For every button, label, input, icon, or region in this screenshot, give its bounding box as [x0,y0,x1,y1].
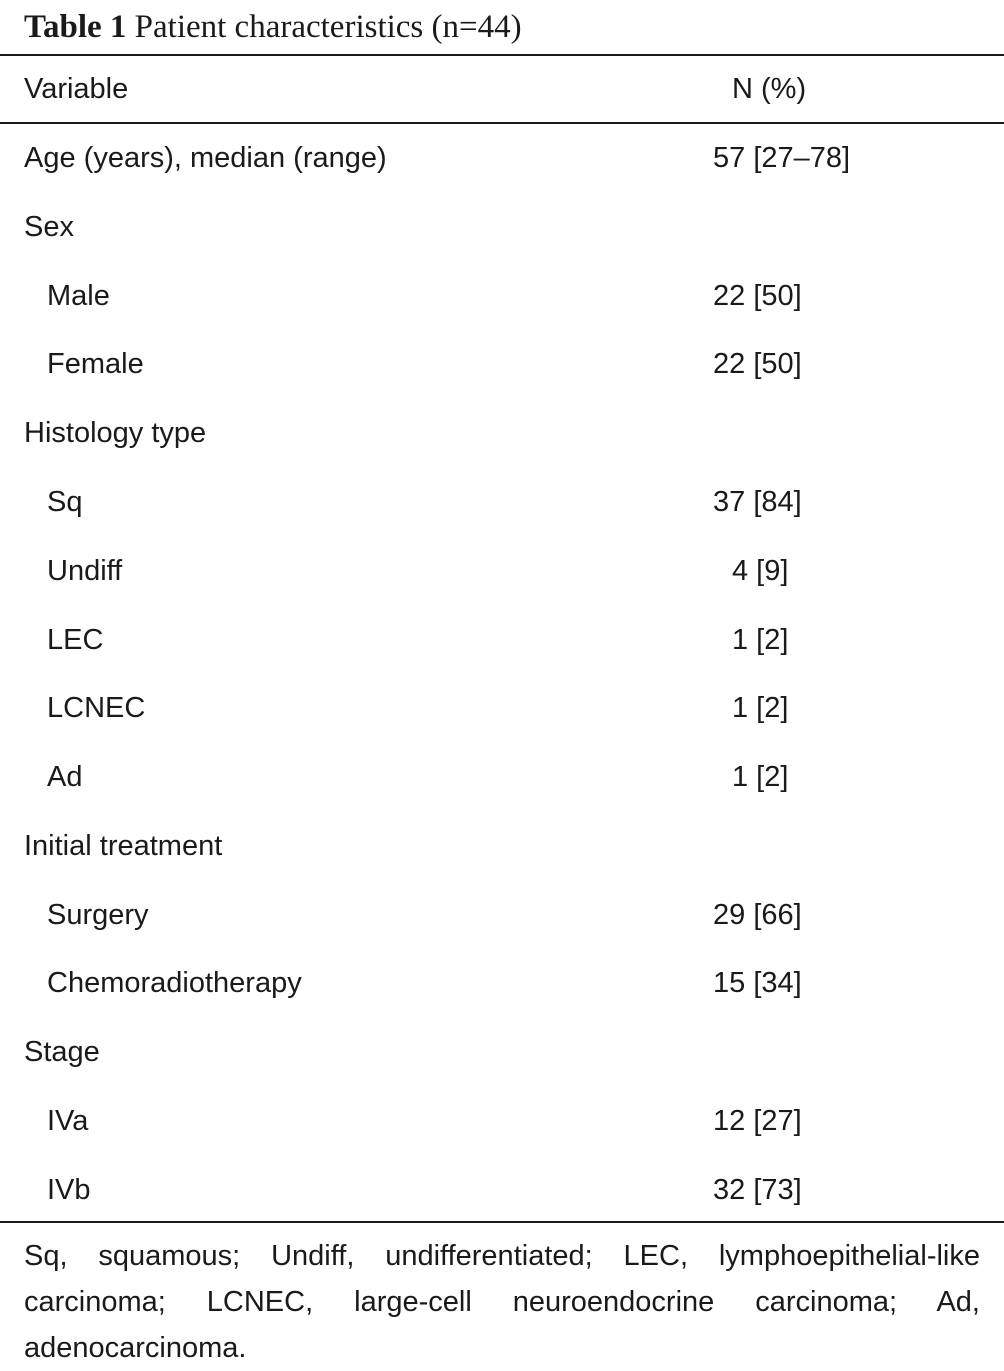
row-label-surgery: Surgery [47,899,149,931]
header-variable: Variable [24,73,129,105]
row-label-male: Male [47,280,110,312]
row-label-ad: Ad [47,761,83,793]
row-label-female: Female [47,348,144,380]
row-label-histology: Histology type [24,417,207,449]
table-footnote: Sq, squamous; Undiff, undifferentiated; LEC, lymphoepithelial-like carcinoma; LCNEC, large-cell neuroendocrine carcinoma; Ad, adenocarcinoma. [24,1240,980,1364]
row-label-initial-treatment: Initial treatment [24,830,223,862]
row-label-lcnec: LCNEC [47,692,146,724]
row-value-age: 57 [27–78] [713,142,851,174]
table-number: Table 1 [24,9,127,45]
row-label-undiff: Undiff [47,555,123,587]
row-label-sq: Sq [47,486,83,518]
row-label-lec: LEC [47,624,104,656]
row-label-sex: Sex [24,211,74,243]
row-value-male: 22 [50] [713,280,802,312]
row-value-ivb: 32 [73] [713,1174,802,1206]
row-label-stage: Stage [24,1036,100,1068]
row-value-ad: 1 [2] [732,761,789,793]
row-value-undiff: 4 [9] [732,555,789,587]
row-value-iva: 12 [27] [713,1105,802,1137]
row-value-lec: 1 [2] [732,624,789,656]
header-n-percent: N (%) [732,73,807,105]
top-rule [0,54,1004,56]
row-label-ivb: IVb [47,1174,91,1206]
row-value-surgery: 29 [66] [713,899,802,931]
row-value-lcnec: 1 [2] [732,692,789,724]
bottom-rule [0,1221,1004,1223]
row-value-female: 22 [50] [713,348,802,380]
row-value-chemoradiotherapy: 15 [34] [713,967,802,999]
table-title: Patient characteristics (n=44) [134,9,522,45]
row-label-age: Age (years), median (range) [24,142,387,174]
header-rule [0,122,1004,124]
table-caption [24,6,522,48]
row-label-chemoradiotherapy: Chemoradiotherapy [47,967,302,999]
row-value-sq: 37 [84] [713,486,802,518]
row-label-iva: IVa [47,1105,89,1137]
